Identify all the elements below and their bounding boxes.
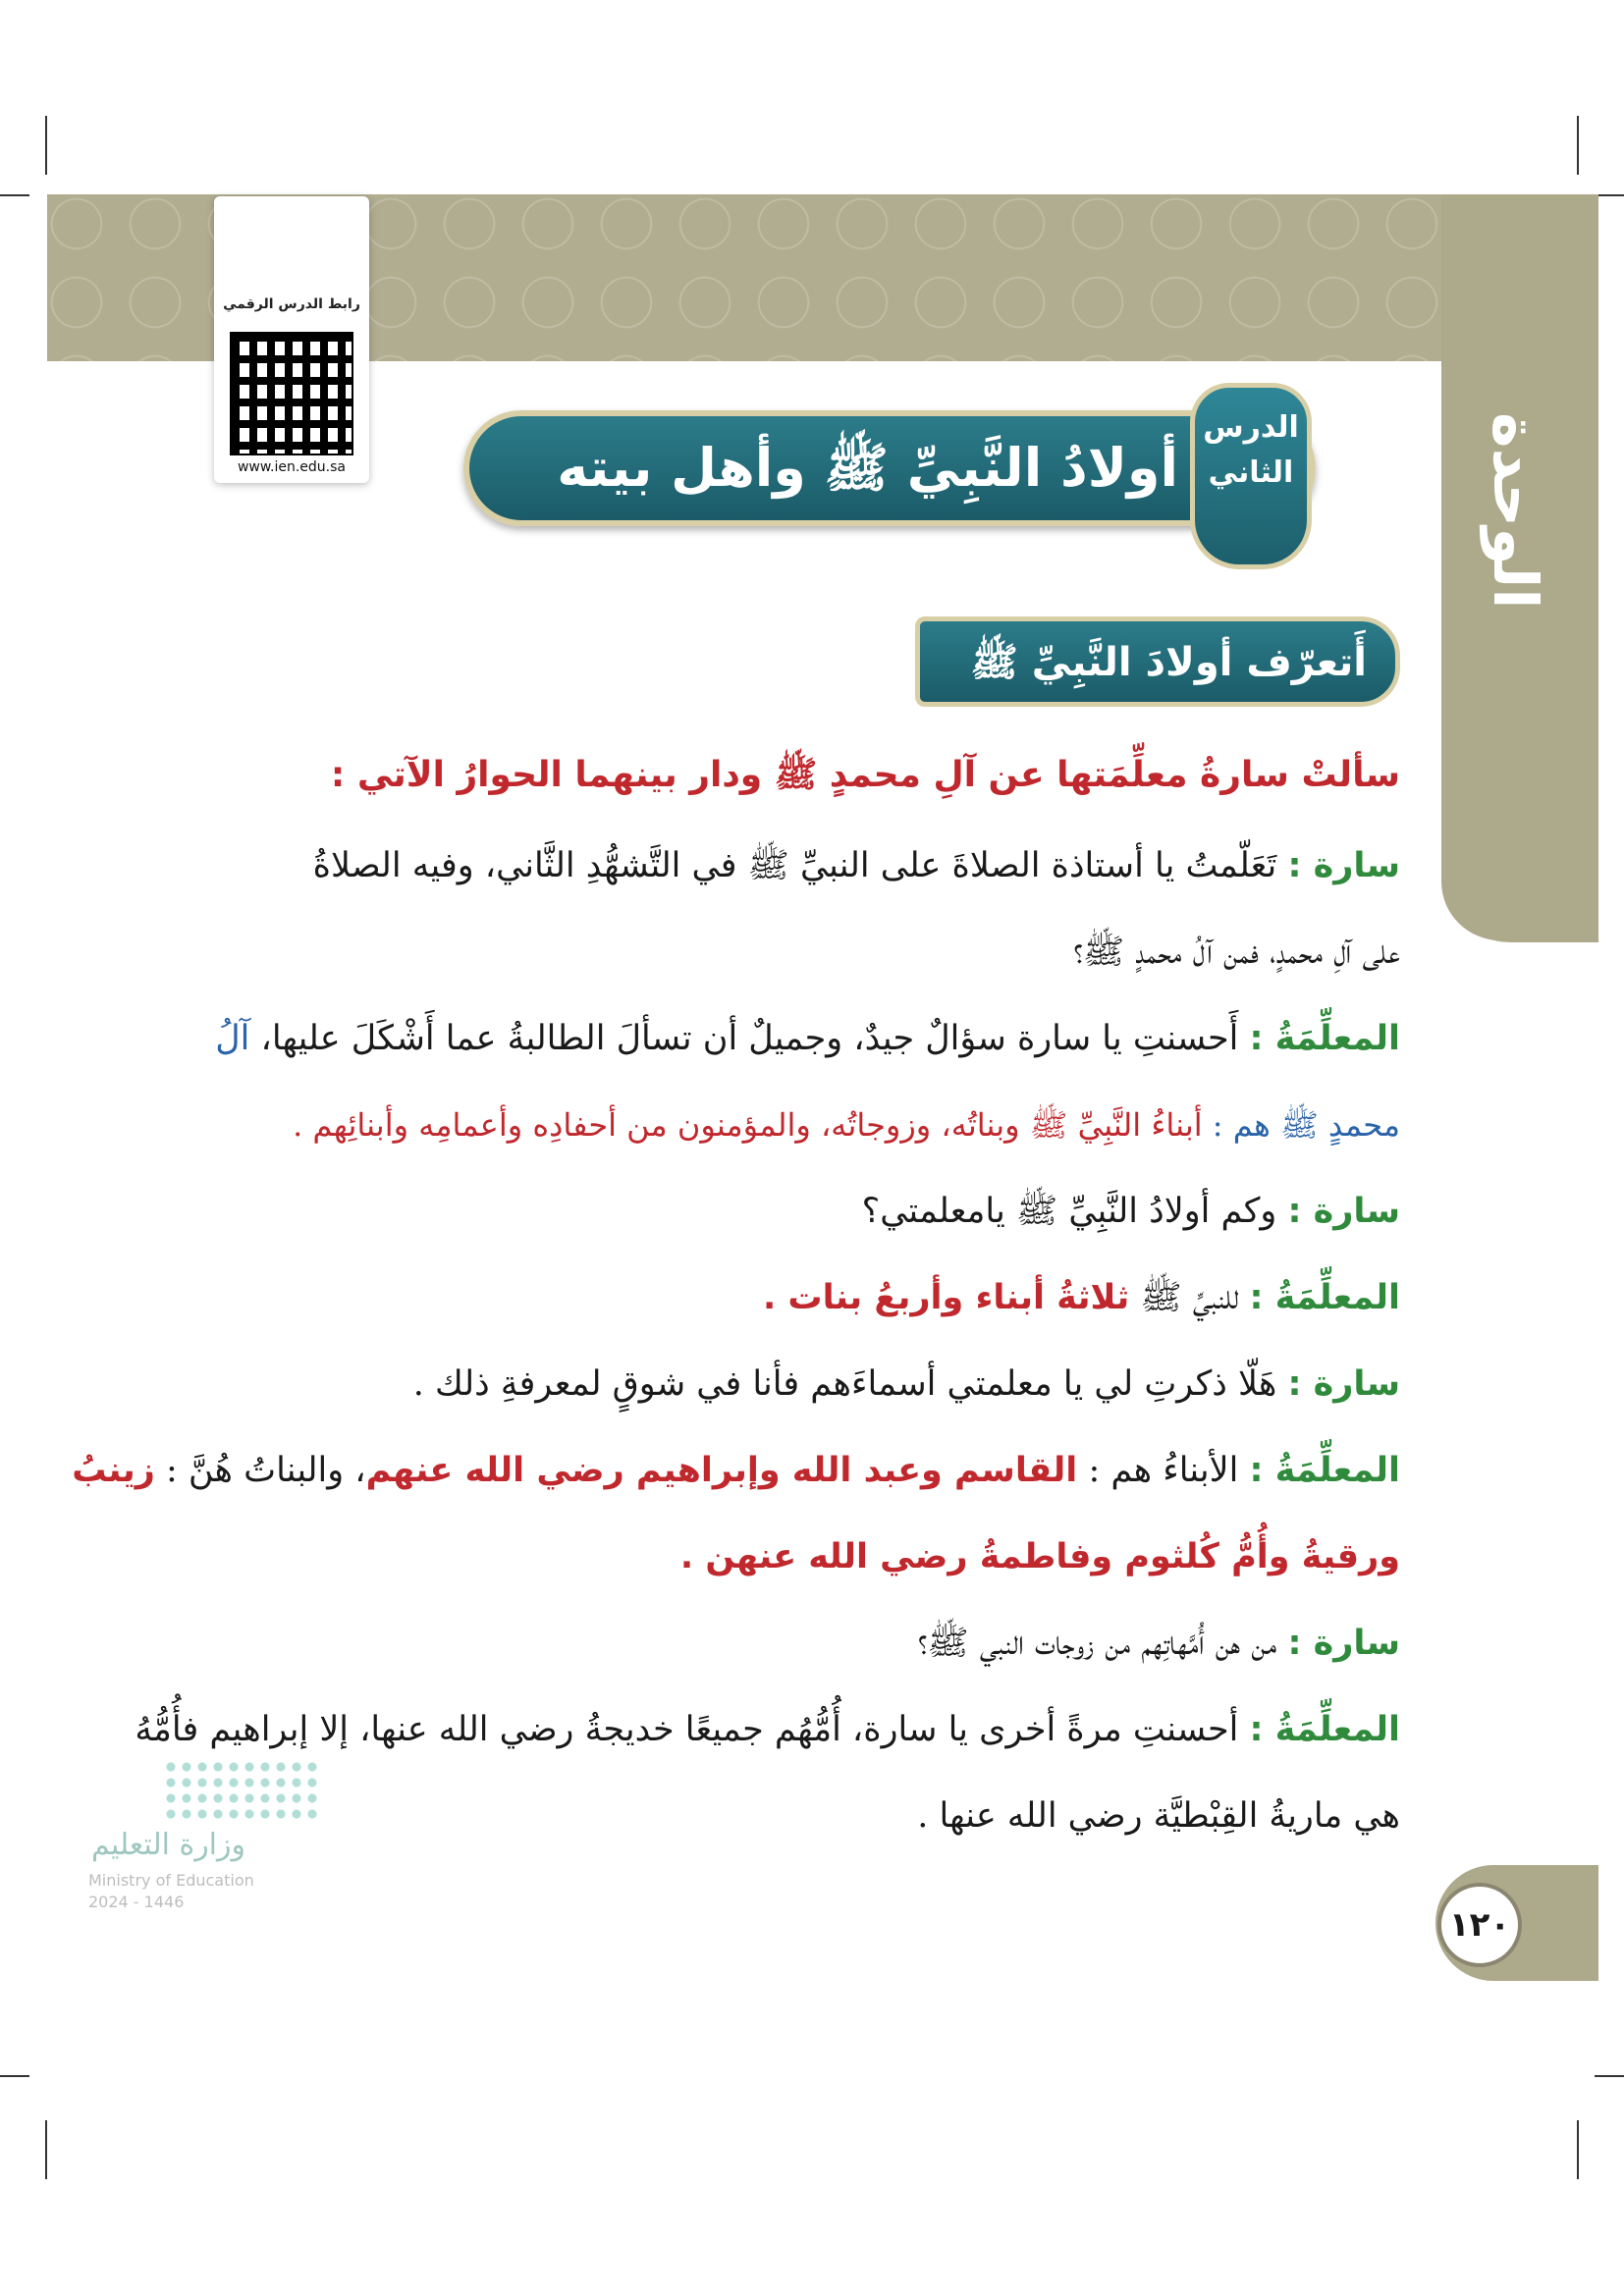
dialogue-line: [196, 1527, 1400, 1586]
section-title: أَتعرّف أولادَ النَّبِيِّ ﷺ: [970, 640, 1367, 685]
dialogue-line: [196, 1614, 1400, 1673]
crop-mark: [45, 116, 47, 175]
qr-card[interactable]: [214, 196, 369, 483]
speaker-teacher: المعلِّمَةُ :: [1249, 1710, 1400, 1749]
dialogue-line: [196, 1268, 1400, 1327]
unit-title: الوحدة الأولى: [1352, 411, 1551, 610]
ministry-year: 2024 - 1446: [88, 1893, 185, 1911]
crop-mark: [1577, 2120, 1579, 2179]
qr-label: رابط الدرس الرقمي: [223, 296, 360, 312]
line-text: تَعَلّمتُ يا أستاذة الصلاةَ على النبيِّ ﷺ في التَّشهُّدِ الثَّاني، وفيه الصلاةُ: [312, 846, 1288, 885]
line-text: وكم أولادُ النَّبِيِّ ﷺ يامعلمتي؟: [861, 1192, 1288, 1231]
intro-line: سألتْ سارةُ معلِّمَتها عن آلِ محمدٍ ﷺ ودار بينهما الحوارُ الآتي :: [330, 755, 1400, 795]
speaker-teacher: المعلِّمَةُ :: [1249, 1019, 1400, 1058]
lesson-title: أولادُ النَّبِيِّ ﷺ وأهل بيته: [557, 437, 1178, 499]
line-text: أحسنتِ مرةً أخرى يا سارة، أُمُّهُم جميعًا خديجةُ رضي الله عنها، إلا إبراهيم فأُمُّهُ: [135, 1710, 1250, 1749]
dialogue-line: [196, 1095, 1400, 1154]
qr-url[interactable]: www.ien.edu.sa: [237, 459, 347, 475]
dialogue-line: [196, 836, 1400, 895]
dialogue-line: [196, 1355, 1400, 1414]
ministry-logo-icon: [163, 1759, 322, 1820]
dialogue-line: [135, 1700, 1400, 1759]
crop-mark: [1595, 2075, 1624, 2077]
ministry-name-ar: وزارة التعليم: [90, 1828, 245, 1862]
lesson-badge-label: الدرس: [1203, 410, 1299, 445]
line-text: ، والبناتُ هُنَّ :: [154, 1451, 366, 1490]
line-text-blue: محمدٍ ﷺ هم :: [1212, 1106, 1400, 1144]
speaker-sara: سارة :: [1287, 1364, 1400, 1404]
crop-mark: [45, 2120, 47, 2179]
crop-mark: [1577, 116, 1579, 175]
lesson-badge-number: الثاني: [1208, 455, 1294, 490]
line-text: أَحسنتِ يا سارة سؤالٌ جيدٌ، وجميلٌ أن تسألَ الطالبةُ عما أَشْكَلَ عليها،: [249, 1019, 1250, 1058]
ministry-name-en: Ministry of Education: [88, 1871, 254, 1890]
crop-mark: [0, 194, 29, 196]
line-text: للنبيِّ ﷺ: [1129, 1278, 1250, 1317]
page-number: ١٢٠: [1448, 1905, 1511, 1945]
dialogue-line: [196, 1009, 1400, 1068]
line-text-red: ورقيةُ وأُمُّ كُلثوم وفاطمةُ رضي الله عنهن .: [679, 1537, 1400, 1576]
qr-code[interactable]: [230, 332, 353, 455]
dialogue-line: [72, 1441, 1400, 1500]
line-text-red: زينبُ: [72, 1451, 155, 1490]
line-text: هي ماريةُ القِبْطيَّة رضي الله عنها .: [917, 1796, 1400, 1836]
line-text: على آلِ محمدٍ، فمن آلُ محمدٍ ﷺ؟: [1073, 933, 1400, 972]
speaker-sara: سارة :: [1287, 1192, 1400, 1231]
line-text-red: ثلاثةُ أبناء وأربعُ بنات .: [762, 1278, 1130, 1317]
line-text-red: أبناءُ النَّبِيِّ ﷺ وبناتُه، وزوجاتُه، والمؤمنون من أحفادِه وأعمامِه وأبنائِهم .: [293, 1106, 1213, 1144]
speaker-sara: سارة :: [1287, 846, 1400, 885]
speaker-teacher: المعلِّمَةُ :: [1249, 1278, 1400, 1317]
crop-mark: [0, 2075, 29, 2077]
dialogue-line: [196, 923, 1400, 982]
line-text: من هن أُمَّهاتِهم من زوجات النبي ﷺ؟: [917, 1624, 1288, 1663]
speaker-teacher: المعلِّمَةُ :: [1249, 1451, 1400, 1490]
line-text-blue: آلُ: [215, 1019, 250, 1058]
crop-mark: [1595, 194, 1624, 196]
line-text-red: القاسم وعبد الله وإبراهيم رضي الله عنهم: [365, 1451, 1078, 1490]
line-text: هَلّا ذكرتِ لي يا معلمتي أسماءَهم فأنا في شوقٍ لمعرفةِ ذلك .: [412, 1364, 1288, 1404]
speaker-sara: سارة :: [1287, 1624, 1400, 1663]
dialogue-line: [196, 1787, 1400, 1845]
dialogue-line: [196, 1182, 1400, 1241]
line-text: الأبناءُ هم :: [1077, 1451, 1250, 1490]
